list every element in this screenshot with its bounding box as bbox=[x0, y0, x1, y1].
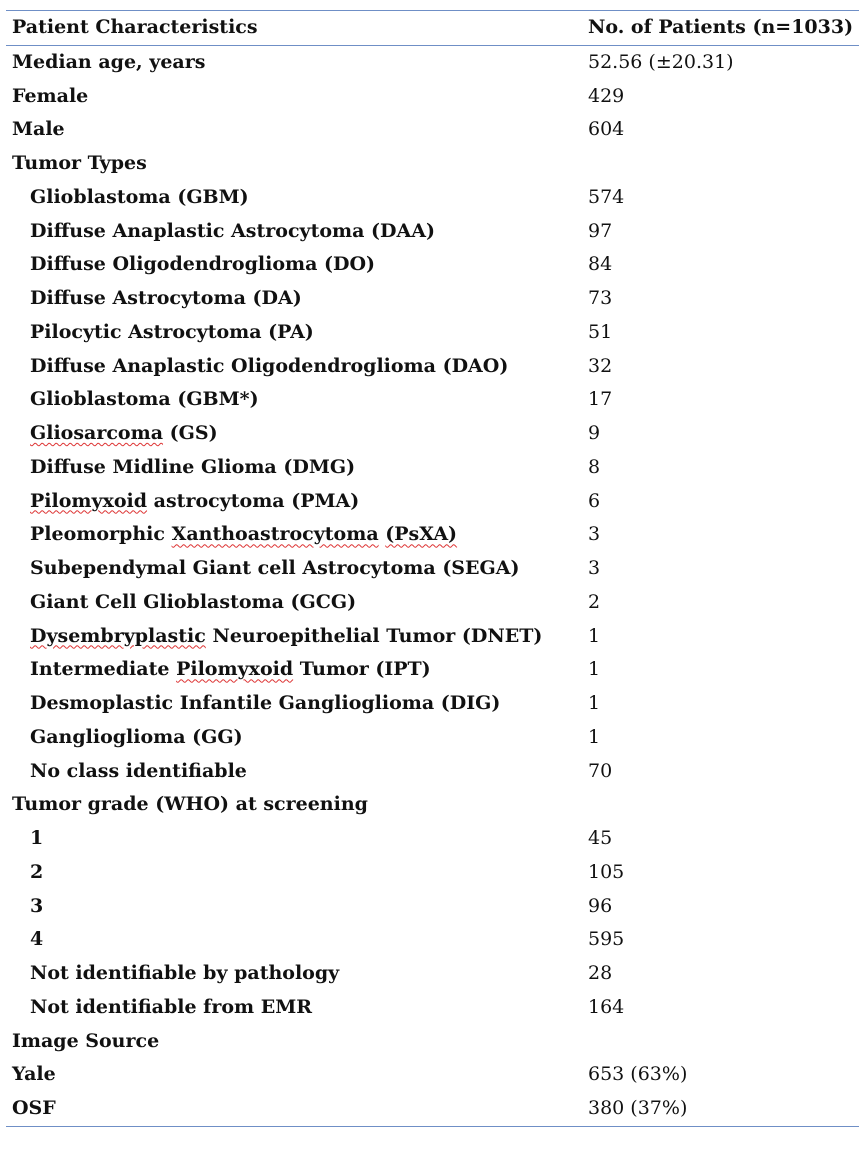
table-row bbox=[6, 383, 859, 417]
row-label: 4 bbox=[30, 928, 44, 951]
row-label: Not identifiable by pathology bbox=[30, 962, 340, 984]
spellcheck-word: Pilomyxoid bbox=[176, 658, 294, 681]
patient-characteristics-table bbox=[6, 10, 859, 1127]
row-value: 429 bbox=[588, 84, 625, 107]
row-label: Not identifiable from EMR bbox=[30, 995, 313, 1018]
row-label: Giant Cell Glioblastoma (GCG) bbox=[30, 590, 357, 613]
row-label: No class identifiable bbox=[30, 759, 247, 782]
table-row bbox=[6, 586, 859, 620]
table-row bbox=[6, 620, 859, 654]
row-value: 380 (37%) bbox=[588, 1097, 688, 1119]
row-label: Male bbox=[12, 118, 65, 141]
row-value: 9 bbox=[588, 422, 601, 444]
table-row bbox=[6, 181, 859, 215]
table-row bbox=[6, 1025, 859, 1059]
row-label: Diffuse Astrocytoma (DA) bbox=[30, 287, 302, 309]
header-label: Patient Characteristics bbox=[12, 16, 258, 38]
row-value: 51 bbox=[588, 320, 613, 343]
row-label: Pilocytic Astrocytoma (PA) bbox=[30, 320, 314, 343]
table-row bbox=[6, 46, 859, 80]
table-row bbox=[6, 552, 859, 586]
row-value: 2 bbox=[588, 590, 601, 613]
table-row bbox=[6, 687, 859, 721]
row-label: Subependymal Giant cell Astrocytoma (SEGA) bbox=[30, 557, 520, 579]
table-row bbox=[6, 991, 859, 1025]
table-row bbox=[6, 80, 859, 114]
table-row bbox=[6, 755, 859, 789]
table-row bbox=[6, 923, 859, 957]
row-label: 3 bbox=[30, 894, 44, 917]
table-row bbox=[6, 856, 859, 890]
row-value: 45 bbox=[588, 827, 613, 849]
table-row bbox=[6, 282, 859, 316]
row-value: 97 bbox=[588, 219, 613, 242]
header-value: No. of Patients (n=1033) bbox=[588, 16, 854, 38]
table-row bbox=[6, 316, 859, 350]
table-row bbox=[6, 215, 859, 249]
row-value: 28 bbox=[588, 962, 613, 984]
row-value: 1 bbox=[588, 725, 601, 748]
row-value: 52.56 (±20.31) bbox=[588, 50, 734, 73]
table-row bbox=[6, 113, 859, 147]
table-row bbox=[6, 822, 859, 856]
row-label: Desmoplastic Infantile Ganglioglioma (DIG) bbox=[30, 692, 501, 714]
row-label: 2 bbox=[30, 860, 44, 883]
row-label: Glioblastoma (GBM*) bbox=[30, 388, 259, 411]
row-value: 105 bbox=[588, 860, 625, 883]
row-label: Dysembryplastic Neuroepithelial Tumor (DNET) bbox=[30, 624, 543, 647]
row-label: Glioblastoma (GBM) bbox=[30, 185, 249, 208]
table-row bbox=[6, 350, 859, 384]
row-label: Pleomorphic Xanthoastrocytoma (PsXA) bbox=[30, 523, 458, 546]
table-row bbox=[6, 788, 859, 822]
table-header-row bbox=[6, 11, 859, 46]
row-value: 595 bbox=[588, 928, 625, 951]
row-value: 3 bbox=[588, 557, 601, 579]
row-label: 1 bbox=[30, 827, 44, 849]
row-label: Diffuse Midline Glioma (DMG) bbox=[30, 455, 356, 478]
row-value: 1 bbox=[588, 624, 601, 647]
table-row bbox=[6, 518, 859, 552]
row-value: 1 bbox=[588, 692, 601, 714]
row-value: 164 bbox=[588, 995, 625, 1018]
row-label: Gliosarcoma (GS) bbox=[30, 422, 218, 444]
spellcheck-word: Gliosarcoma bbox=[30, 422, 164, 444]
row-label: Diffuse Oligodendroglioma (DO) bbox=[30, 253, 376, 276]
row-label: Diffuse Anaplastic Astrocytoma (DAA) bbox=[30, 219, 435, 242]
row-label: Pilomyxoid astrocytoma (PMA) bbox=[30, 489, 360, 512]
table-row bbox=[6, 957, 859, 991]
row-value: 17 bbox=[588, 388, 613, 411]
table-row bbox=[6, 147, 859, 181]
row-value: 96 bbox=[588, 894, 613, 917]
table-row bbox=[6, 248, 859, 282]
spellcheck-word: Pilomyxoid bbox=[30, 489, 148, 512]
table-row bbox=[6, 417, 859, 451]
row-value: 6 bbox=[588, 489, 601, 512]
row-label: Tumor grade (WHO) at screening bbox=[12, 793, 368, 816]
spellcheck-word: Xanthoastrocytoma bbox=[171, 523, 379, 546]
table-row bbox=[6, 1058, 859, 1092]
row-value: 3 bbox=[588, 523, 601, 546]
row-value: 32 bbox=[588, 354, 613, 377]
row-value: 73 bbox=[588, 287, 613, 309]
row-value: 8 bbox=[588, 455, 601, 478]
row-label: Tumor Types bbox=[12, 152, 147, 174]
row-label: Image Source bbox=[12, 1029, 160, 1052]
row-label: Intermediate Pilomyxoid Tumor (IPT) bbox=[30, 658, 431, 681]
table-row bbox=[6, 451, 859, 485]
row-label: Diffuse Anaplastic Oligodendroglioma (DAO) bbox=[30, 354, 509, 377]
row-value: 574 bbox=[588, 185, 625, 208]
row-label: OSF bbox=[12, 1097, 56, 1119]
row-label: Ganglioglioma (GG) bbox=[30, 725, 243, 748]
spellcheck-word: Dysembryplastic bbox=[30, 624, 206, 647]
spellcheck-word: (PsXA) bbox=[385, 523, 458, 546]
row-value: 653 (63%) bbox=[588, 1063, 688, 1086]
table-body bbox=[6, 46, 859, 1126]
table-row bbox=[6, 721, 859, 755]
row-label: Yale bbox=[12, 1063, 56, 1086]
row-value: 70 bbox=[588, 759, 613, 782]
table-row bbox=[6, 485, 859, 519]
table-row bbox=[6, 653, 859, 687]
row-value: 1 bbox=[588, 658, 601, 681]
row-label: Female bbox=[12, 84, 89, 107]
table-row bbox=[6, 1092, 859, 1126]
table-row bbox=[6, 890, 859, 924]
row-value: 84 bbox=[588, 253, 613, 276]
row-label: Median age, years bbox=[12, 50, 206, 73]
row-value: 604 bbox=[588, 118, 625, 141]
